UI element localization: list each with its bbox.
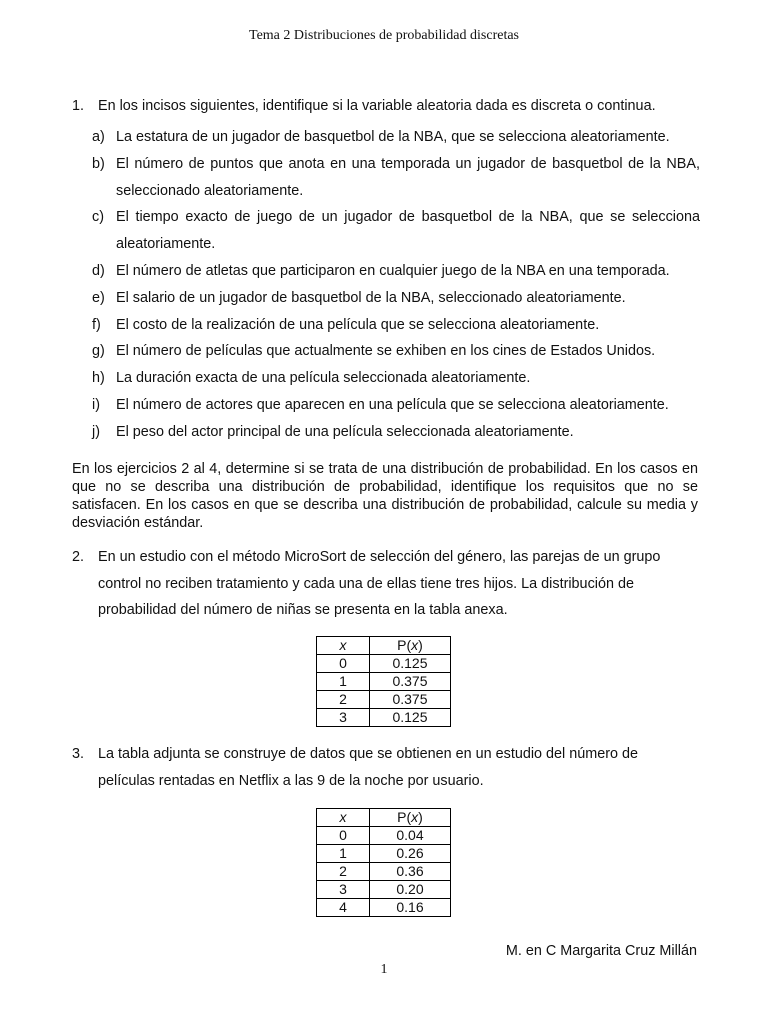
list-item [92,258,700,285]
list-item-label: f) [92,316,101,333]
table-row [317,899,451,917]
cell-probability: 0.375 [370,673,451,691]
table-row [317,691,451,709]
question-1-items [92,124,700,446]
list-item-label: h) [92,370,105,387]
cell-probability: 0.04 [370,827,451,845]
list-item [92,285,700,312]
table-header-row [317,637,451,655]
list-item-text: El número de películas que actualmente se exhiben en los cines de Estados Unidos. [116,343,656,360]
cell-x: 3 [317,709,370,727]
table-row [317,863,451,881]
list-item-label: g) [92,343,105,360]
question-2-number: 2. [72,549,85,565]
column-header-x: x [317,637,370,655]
probability-table-q2 [316,636,451,727]
cell-x: 1 [317,845,370,863]
cell-x: 3 [317,881,370,899]
column-header-x: x [317,809,370,827]
list-item [92,392,700,419]
list-item [92,365,700,392]
question-2 [72,548,698,624]
list-item-label: c) [92,209,104,226]
list-item-text: El salario de un jugador de basquetbol de la NBA, seleccionado aleatoriamente. [116,289,626,306]
column-header-probability: P(x) [370,637,451,655]
list-item [92,312,700,339]
page-number: 1 [380,962,388,977]
list-item-label: i) [92,396,100,413]
author-signature: M. en C Margarita Cruz Millán [505,943,697,959]
page-header: Tema 2 Distribuciones de probabilidad discretas [249,28,519,43]
list-item-label: d) [92,262,105,279]
list-item-text: El número de puntos que anota en una temporada un jugador de basquetbol de la NBA, seleccionado aleatoriamente. [116,155,700,199]
list-item-text: La estatura de un jugador de basquetbol de la NBA, que se selecciona aleatoriamente. [116,129,670,145]
list-item-label: j) [92,423,100,440]
question-1-text: En los incisos siguientes, identifique si la variable aleatoria dada es discreta o continua. [98,98,656,114]
cell-x: 2 [317,691,370,709]
table-row [317,845,451,863]
cell-probability: 0.16 [370,899,451,917]
question-3-number: 3. [72,746,85,762]
question-3-text: La tabla adjunta se construye de datos que se obtienen en un estudio del número de películas rentadas en Netflix a las 9 de la noche por usuario. [98,746,639,789]
cell-probability: 0.36 [370,863,451,881]
table-header-row [317,809,451,827]
probability-table-q3 [316,808,451,917]
table-row [317,655,451,673]
list-item-label: e) [92,289,105,306]
table-row [317,827,451,845]
list-item-label: a) [92,129,105,145]
cell-x: 2 [317,863,370,881]
question-1 [72,97,700,446]
question-3 [72,745,698,794]
list-item-text: La duración exacta de una película seleccionada aleatoriamente. [116,370,531,387]
cell-probability: 0.125 [370,655,451,673]
cell-probability: 0.125 [370,709,451,727]
list-item [92,338,700,365]
cell-probability: 0.20 [370,881,451,899]
table-row [317,881,451,899]
exercises-intro: En los ejercicios 2 al 4, determine si se trata de una distribución de probabilidad. En los casos en que no se describa una distribución de probabilidad, identifique los requisitos que no se satisfacen. En los casos en que se describa una distribución de probabilidad, calcule su media y desviación estándar. [72,461,698,531]
list-item [92,151,700,205]
cell-x: 0 [317,827,370,845]
question-1-number: 1. [72,98,85,114]
table-row [317,673,451,691]
question-2-text: En un estudio con el método MicroSort de selección del género, las parejas de un grupo control no reciben tratamiento y cada una de ellas tiene tres hijos. La distribución de probabilidad del número de niñas se presenta en la tabla anexa. [98,549,661,619]
list-item-text: El peso del actor principal de una película seleccionada aleatoriamente. [116,423,574,440]
list-item [92,419,700,446]
cell-x: 4 [317,899,370,917]
table-row [317,709,451,727]
column-header-probability: P(x) [370,809,451,827]
list-item-text: El costo de la realización de una película que se selecciona aleatoriamente. [116,316,600,333]
list-item-text: El número de actores que aparecen en una película que se selecciona aleatoriamente. [116,396,669,413]
cell-x: 0 [317,655,370,673]
cell-probability: 0.26 [370,845,451,863]
cell-x: 1 [317,673,370,691]
cell-probability: 0.375 [370,691,451,709]
list-item [92,124,700,151]
list-item [92,204,700,258]
list-item-text: El número de atletas que participaron en cualquier juego de la NBA en una temporada. [116,262,670,279]
list-item-label: b) [92,155,105,172]
list-item-text: El tiempo exacto de juego de un jugador de basquetbol de la NBA, que se selecciona aleatoriamente. [116,209,700,253]
